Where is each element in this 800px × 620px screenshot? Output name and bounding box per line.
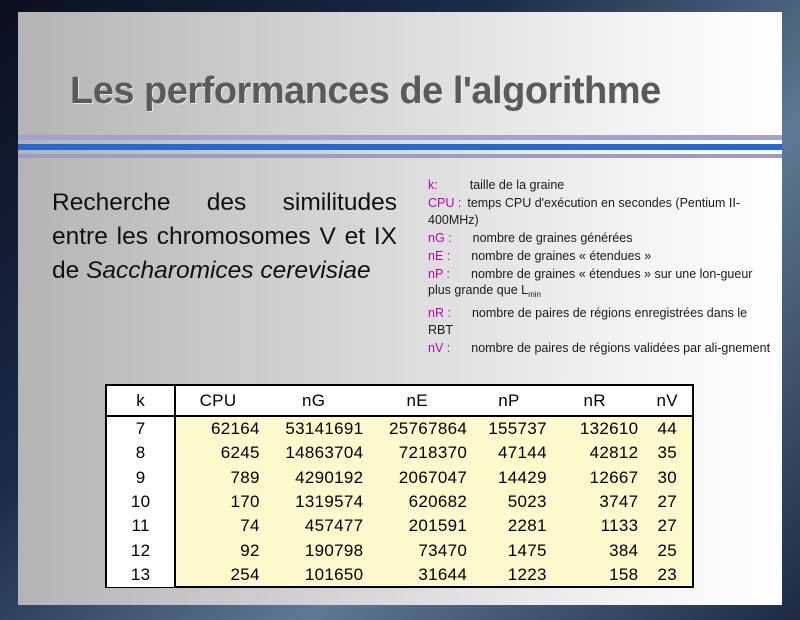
col-header-k: k <box>107 386 175 416</box>
table-row <box>107 563 692 587</box>
cell-ng: 4290192 <box>295 467 364 487</box>
cell-ne: 7218370 <box>398 443 468 463</box>
table-row <box>107 416 692 441</box>
legend-desc: nombre de graines « étendues » <box>471 248 652 263</box>
slide <box>18 12 782 605</box>
legend-desc: temps CPU d'exécution en secondes (Pentium II- 400MHz) <box>428 196 740 227</box>
cell-ne: 620682 <box>408 492 468 512</box>
cell-ne: 31644 <box>418 564 468 584</box>
cell-ne: 73470 <box>418 540 468 560</box>
legend-key: nR : <box>428 306 451 320</box>
legend-key: nP : <box>428 266 451 281</box>
legend-item-cpu <box>428 195 774 228</box>
cell-nr: 158 <box>609 564 639 584</box>
cell-np: 1223 <box>507 564 547 584</box>
table-row <box>107 490 692 514</box>
legend-desc: nombre de paires de régions validées par ali-gnement <box>471 340 771 355</box>
col-header-ne: nE <box>367 386 471 416</box>
subtitle-text: Recherche des similitudes entre les chromosomes V et IX de <box>52 189 397 284</box>
col-header-nv: nV <box>642 386 692 416</box>
cell-ng: 14863704 <box>285 443 364 463</box>
cell-k: 8 <box>107 441 175 465</box>
cell-nv: 35 <box>657 443 677 463</box>
cell-ne: 2067047 <box>398 467 468 487</box>
cell-ne: 25767864 <box>389 419 468 439</box>
cell-k: 9 <box>107 466 175 490</box>
legend-desc: nombre de graines générées <box>472 230 633 245</box>
cell-k: 12 <box>107 538 175 562</box>
cell-np: 2281 <box>507 516 547 536</box>
cell-np: 1475 <box>507 540 547 560</box>
table-header-row <box>107 386 692 416</box>
cell-k: 13 <box>107 563 175 587</box>
legend-key: nE : <box>428 248 451 263</box>
legend-item-nr <box>428 305 774 338</box>
table-row <box>107 538 692 562</box>
cell-nv: 44 <box>657 419 677 439</box>
cell-np: 155737 <box>488 419 547 439</box>
cell-cpu: 6245 <box>220 443 260 463</box>
legend-key: CPU : <box>428 196 462 210</box>
cell-nv: 23 <box>657 564 677 584</box>
cell-np: 14429 <box>498 467 547 487</box>
cell-nr: 12667 <box>589 467 639 487</box>
table-row <box>107 514 692 538</box>
slide-subtitle <box>52 186 397 288</box>
results-table-container <box>105 384 694 588</box>
cell-ng: 1319574 <box>295 492 364 512</box>
cell-ng: 457477 <box>304 516 364 536</box>
title-rule-middle <box>18 144 782 150</box>
table-row <box>107 441 692 465</box>
legend-item-nv <box>428 340 774 357</box>
cell-np: 5023 <box>507 492 547 512</box>
cell-nv: 30 <box>657 467 677 487</box>
cell-ne: 201591 <box>408 516 468 536</box>
cell-ng: 53141691 <box>285 419 364 439</box>
cell-nr: 42812 <box>589 443 639 463</box>
cell-np: 47144 <box>498 443 547 463</box>
title-rule-top <box>18 135 782 140</box>
col-header-ng: nG <box>264 386 368 416</box>
legend-item-ne <box>428 248 774 265</box>
col-header-nr: nR <box>551 386 643 416</box>
legend-item-k <box>428 177 774 194</box>
abbreviation-legend <box>428 177 774 358</box>
cell-cpu: 254 <box>230 564 260 584</box>
cell-nr: 1133 <box>600 516 639 536</box>
legend-desc: taille de la graine <box>469 178 565 192</box>
cell-k: 11 <box>107 514 175 538</box>
cell-cpu: 92 <box>240 540 260 560</box>
legend-desc: nombre de graines « étendues » sur une lon-gueur plus grande que L <box>428 266 753 297</box>
col-header-np: nP <box>471 386 551 416</box>
legend-desc: nombre de paires de régions enregistrées dans le RBT <box>428 306 748 337</box>
title-rule-bottom <box>18 154 782 158</box>
cell-nv: 27 <box>657 516 677 536</box>
cell-nr: 3747 <box>599 492 639 512</box>
slide-title: Les performances de l'algorithme <box>70 70 661 112</box>
cell-nv: 25 <box>657 540 677 560</box>
legend-key: k: <box>428 178 438 192</box>
legend-item-np <box>428 266 774 304</box>
cell-nr: 384 <box>609 540 639 560</box>
cell-ng: 190798 <box>304 540 364 560</box>
legend-subscript: min <box>528 290 541 299</box>
cell-nv: 27 <box>657 492 677 512</box>
cell-cpu: 170 <box>230 492 260 512</box>
col-header-cpu: CPU <box>175 386 263 416</box>
legend-item-ng <box>428 230 774 247</box>
cell-k: 10 <box>107 490 175 514</box>
results-table <box>107 386 692 587</box>
cell-k: 7 <box>107 416 175 441</box>
cell-cpu: 62164 <box>210 419 260 439</box>
legend-key: nG : <box>428 230 452 245</box>
table-row <box>107 466 692 490</box>
cell-cpu: 74 <box>240 516 260 536</box>
cell-ng: 101650 <box>304 564 364 584</box>
cell-cpu: 789 <box>230 467 260 487</box>
legend-key: nV : <box>428 340 451 355</box>
subtitle-species: Saccharomices cerevisiae <box>86 257 371 284</box>
cell-nr: 132610 <box>579 419 639 439</box>
